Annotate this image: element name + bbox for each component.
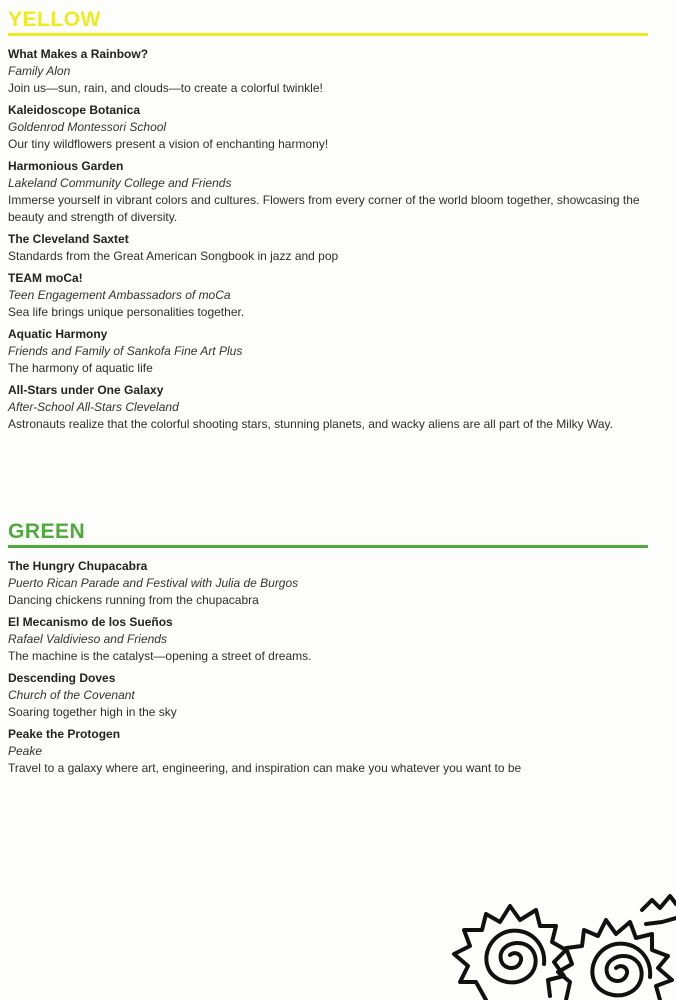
entry: [8, 670, 648, 721]
entry-description: Our tiny wildflowers present a vision of enchanting harmony!: [8, 137, 329, 151]
entry-group: Rafael Valdivieso and Friends: [8, 632, 167, 646]
entry-description: Dancing chickens running from the chupacabra: [8, 593, 259, 607]
entry: [8, 158, 648, 226]
entry: [8, 270, 648, 321]
entry-title: What Makes a Rainbow?: [8, 47, 149, 61]
yellow-section: [8, 8, 648, 438]
entry: [8, 46, 648, 97]
entry-group: Puerto Rican Parade and Festival with Julia de Burgos: [8, 576, 299, 590]
entry-group: Family Alon: [8, 64, 71, 78]
entry-description: Soaring together high in the sky: [8, 705, 177, 719]
entry-title: Peake the Protogen: [8, 727, 121, 741]
entry-title: Harmonious Garden: [8, 159, 124, 173]
yellow-section-title: YELLOW: [8, 8, 101, 31]
entry: [8, 102, 648, 153]
entry-description: Standards from the Great American Songbook in jazz and pop: [8, 249, 339, 263]
entry: [8, 726, 648, 777]
entry-group: Goldenrod Montessori School: [8, 120, 167, 134]
entry-group: Teen Engagement Ambassadors of moCa: [8, 288, 231, 302]
entry: [8, 614, 648, 665]
entry: [8, 382, 648, 433]
entry-group: Friends and Family of Sankofa Fine Art Plus: [8, 344, 243, 358]
entry: [8, 558, 648, 609]
entry-title: Kaleidoscope Botanica: [8, 103, 141, 117]
entry-title: TEAM moCa!: [8, 271, 83, 285]
entry-group: Lakeland Community College and Friends: [8, 176, 232, 190]
entry-description: Join us—sun, rain, and clouds—to create a colorful twinkle!: [8, 81, 323, 95]
green-section: [8, 520, 648, 782]
entry-description: Astronauts realize that the colorful shooting stars, stunning planets, and wacky aliens are all part of the Milky Way.: [8, 417, 613, 431]
green-section-title: GREEN: [8, 520, 86, 543]
entry-description: Sea life brings unique personalities together.: [8, 305, 245, 319]
entry-title: The Cleveland Saxtet: [8, 232, 129, 246]
green-divider: [8, 545, 648, 548]
entry: [8, 326, 648, 377]
entry-description: Travel to a galaxy where art, engineering, and inspiration can make you whatever you want to be: [8, 761, 522, 775]
entry-group: After-School All-Stars Cleveland: [8, 400, 179, 414]
entry: [8, 231, 648, 265]
spiral-sun-illustration: [446, 850, 676, 1000]
entry-title: Aquatic Harmony: [8, 327, 108, 341]
entry-group: Peake: [8, 744, 43, 758]
entry-title: All-Stars under One Galaxy: [8, 383, 164, 397]
yellow-divider: [8, 33, 648, 36]
entry-description: The harmony of aquatic life: [8, 361, 153, 375]
entry-description: Immerse yourself in vibrant colors and cultures. Flowers from every corner of the world bloom together, showcasing the beauty and strength of diversity.: [8, 193, 640, 224]
entry-group: Church of the Covenant: [8, 688, 135, 702]
entry-title: El Mecanismo de los Sueños: [8, 615, 173, 629]
entry-title: The Hungry Chupacabra: [8, 559, 148, 573]
entry-description: The machine is the catalyst—opening a street of dreams.: [8, 649, 312, 663]
entry-title: Descending Doves: [8, 671, 116, 685]
